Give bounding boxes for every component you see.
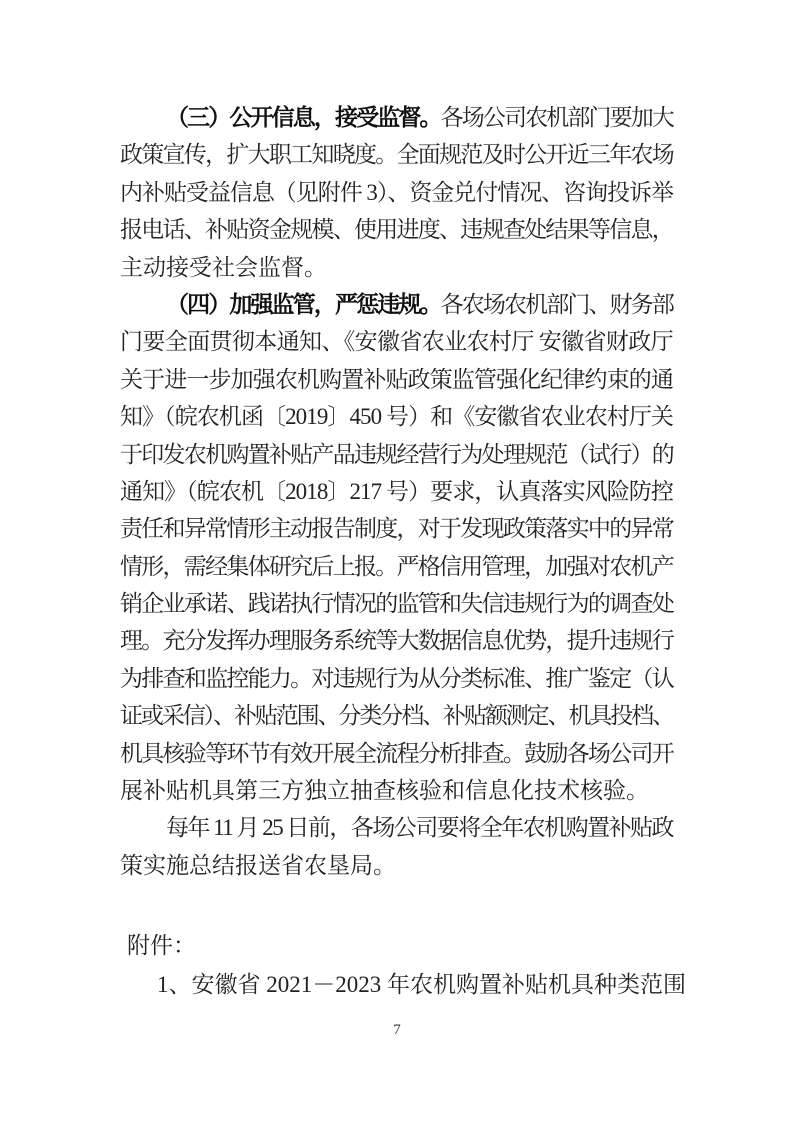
text-segment: 策实施总结报送省农垦局。: [120, 852, 396, 878]
text-line: [120, 622, 673, 659]
text-segment: 通知》（皖农机〔2018〕217 号）要求，认真落实风险防控: [120, 478, 674, 504]
text-line: [120, 323, 673, 360]
text-line: [120, 398, 673, 435]
text-line: [120, 660, 673, 697]
text-line: [120, 361, 673, 398]
text-line: [120, 99, 673, 136]
text-line: [120, 436, 673, 473]
text-segment: 为排查和监控能力。对违规行为从分类标准、推广鉴定（认: [120, 665, 674, 691]
text-segment: 关于进一步加强农机购置补贴政策监管强化纪律约束的通: [120, 366, 674, 392]
text-line: [120, 136, 673, 173]
text-line: [120, 585, 673, 622]
text-segment: 销企业承诺、践诺执行情况的监管和失信违规行为的调查处: [120, 591, 674, 617]
text-line: [120, 847, 673, 884]
text-segment: 内补贴受益信息（见附件 3）、资金兑付情况、咨询投诉举: [120, 179, 674, 205]
attachments-label: 附件：: [127, 933, 196, 958]
text-line: [120, 772, 673, 809]
text-line: [120, 211, 673, 248]
text-line: [120, 809, 673, 846]
text-segment: 证或采信）、补贴范围、分类分档、补贴额测定、机具投档、: [120, 703, 674, 729]
text-line: [120, 286, 673, 323]
text-segment: 理。充分发挥办理服务系统等大数据信息优势，提升违规行: [120, 628, 674, 654]
text-segment: 情形，需经集体研究后上报。严格信用管理，加强对农机产: [120, 553, 674, 579]
text-segment: 机具核验等环节有效开展全流程分析排查。鼓励各场公司开: [120, 740, 674, 766]
text-segment: 于印发农机购置补贴产品违规经营行为处理规范（试行）的: [120, 441, 674, 467]
text-segment: 责任和异常情形主动报告制度，对于发现政策落实中的异常: [120, 516, 674, 542]
text-line: [120, 697, 673, 734]
text-segment: 各场公司农机部门要加大: [440, 105, 673, 130]
heading-segment: （三）公开信息，接受监督。: [166, 104, 441, 130]
text-line: [120, 249, 673, 286]
text-segment: 政策宣传，扩大职工知晓度。全面规范及时公开近三年农场: [120, 142, 674, 168]
document-body: [120, 99, 673, 884]
text-segment: 报电话、补贴资金规模、使用进度、违规查处结果等信息，: [120, 217, 674, 243]
text-segment: 展补贴机具第三方独立抽查核验和信息化技术核验。: [120, 778, 649, 804]
text-segment: 各农场农机部门、财务部: [440, 291, 673, 317]
text-segment: 知》（皖农机函〔2019〕450 号）和《安徽省农业农村厅关: [120, 404, 674, 430]
text-segment: 门要全面贯彻本通知、《安徽省农业农村厅 安徽省财政厅: [120, 329, 673, 355]
text-segment: 主动接受社会监督。: [120, 254, 327, 280]
text-segment: 每年 11 月 25 日前，各场公司要将全年农机购置补贴政: [166, 815, 673, 841]
text-line: [120, 174, 673, 211]
text-line: [120, 473, 673, 510]
text-line: [120, 510, 673, 547]
attachments-section: [120, 926, 686, 1004]
text-line: [120, 735, 673, 772]
heading-segment: （四）加强监管，严惩违规。: [166, 290, 441, 317]
attachment-item: 1、安徽省 2021－2023 年农机购置补贴机具种类范围: [157, 972, 686, 997]
text-line: [120, 548, 673, 585]
page-number: 7: [393, 1022, 401, 1038]
